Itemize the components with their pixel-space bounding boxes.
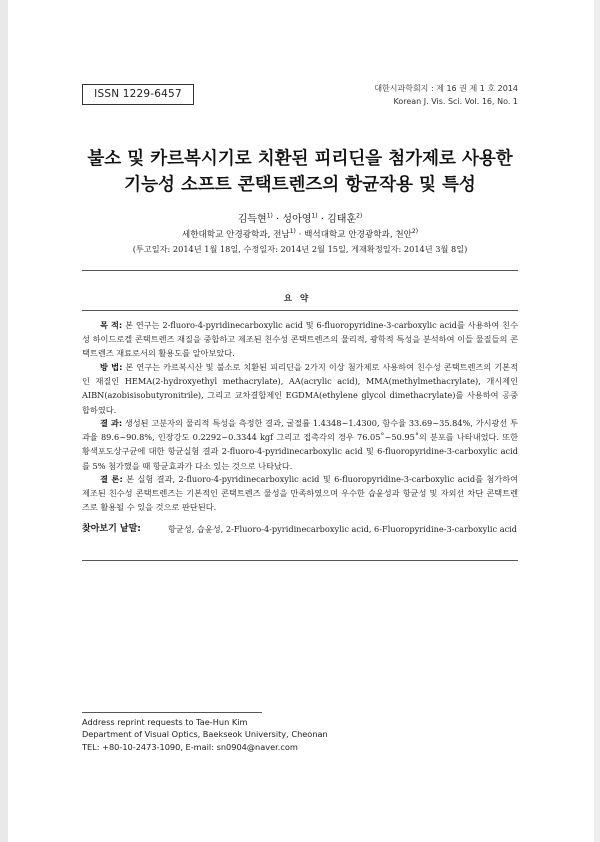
author-name: 김득현: [237, 214, 267, 225]
issn-box: ISSN 1229-6457: [82, 84, 194, 105]
method-text: 본 연구는 카르복시산 및 불소로 치환된 피리딘을 2가지 이상 첨가제로 사용하여 친수성 콘택트렌즈의 기본적인 재질인 HEMA(2-hydroxyethyl methacrylate), AA(acrylic acid), MMA(methylmethacrylate), 개시제인 AIBN(azobisisobutyronitrile), 그리고 교차결합제인 EGDMA(ethylene glycol dimethacrylate)를 사용하여 공중합하였다.: [82, 362, 518, 415]
abstract-result: [82, 416, 518, 473]
purpose-label: 목 적:: [100, 320, 123, 330]
author-mark: 1): [266, 212, 273, 220]
footnote-line-1: Address reprint requests to Tae-Hun Kim: [82, 717, 248, 727]
affiliation-part-2: · 백석대학교 안경광학과, 천안: [298, 230, 412, 240]
author-separator: ·: [276, 214, 280, 225]
conclusion-label: 결 론:: [100, 474, 123, 484]
keywords-value: 항균성, 습윤성, 2-Fluoro-4-pyridinecarboxylic acid, 6-Fluoropyridine-3-carboxylic acid: [168, 524, 518, 534]
footnote-line-2: Department of Visual Optics, Baekseok University, Cheonan: [82, 729, 328, 740]
journal-korean: 대한시과학회지 : 제 16 권 제 1 호 2014: [374, 84, 518, 93]
affiliation: [80, 228, 520, 240]
title-line-2: 기능성 소프트 콘택트렌즈의 항균작용 및 특성: [124, 175, 476, 195]
correspondence-footnote: [82, 716, 328, 753]
keywords-label: 찾아보기 낱말:: [82, 524, 141, 534]
author-list: [80, 210, 520, 225]
abstract-purpose: [82, 318, 518, 361]
purpose-text: 본 연구는 2-fluoro-4-pyridinecarboxylic acid 및 6-fluoropyridine-3-carboxylic acid를 사용하여 친수성 하이드로겔 콘택트렌즈 재질을 중합하고 제조된 친수성 콘택트렌즈의 물리적, 광학적 특성을 분석하여 이들 물질들의 콘택트렌즈 재료로서의 활용도를 알아보았다.: [82, 320, 519, 359]
footnote-line-3: TEL: +80-10-2473-1090, E-mail: sn0904@naver.com: [82, 741, 298, 752]
keywords: [82, 522, 518, 536]
journal-info: [374, 82, 518, 108]
page-left-margin: [0, 0, 8, 842]
result-label: 결 과:: [100, 418, 123, 428]
author-name: 성아영: [282, 214, 312, 225]
title-line-1: 불소 및 카르복시기로 치환된 피리딘을 첨가제로 사용한: [87, 149, 513, 169]
affiliation-part-1: 세한대학교 안경광학과, 전남: [181, 230, 290, 240]
author-name: 김태훈: [327, 214, 357, 225]
divider-end: [82, 560, 518, 561]
submission-dates: (투고일자: 2014년 1월 18일, 수정일자: 2014년 2월 15일, 게재확정일자: 2014년 3월 8일): [132, 244, 468, 254]
divider-top: [82, 270, 518, 271]
journal-english: Korean J. Vis. Sci. Vol. 16, No. 1: [393, 97, 518, 106]
author-mark: 2): [356, 212, 363, 220]
divider-abstract: [82, 310, 518, 311]
result-text: 생성된 고분자의 물리적 특성을 측정한 결과, 굴절률 1.4348~1.4300, 함수율 33.69~35.84%, 가시광선 투과율 89.6~90.8%, 인장강도 0.2292~0.3344 kgf 그리고 접촉각의 경우 76.05˚~50.95˚의 분포를 나타내었다. 또한 황색포도상구균에 대한 항균실험 결과 2-fluoro-4-pyridinecarboxylic acid 및 6-fluoropyridine-3-carboxylic acid를 5% 첨가했을 때 항균효과가 다소 있는 것으로 나타났다.: [82, 418, 518, 471]
method-label: 방 법:: [100, 362, 123, 372]
affiliation-mark-2: 2): [411, 228, 419, 236]
abstract-heading: 요약: [283, 294, 317, 304]
footnote-rule: [82, 712, 262, 713]
author-separator: ·: [320, 214, 324, 225]
author-mark: 1): [311, 212, 318, 220]
affiliation-mark-1: 1): [289, 228, 296, 236]
conclusion-text: 본 실험 결과, 2-fluoro-4-pyridinecarboxylic acid 및 6-fluoropyridine-3-carboxylic acid를 첨가하여 제조된 친수성 콘택트렌즈는 기본적인 콘택트렌즈 물성을 만족하였으며 우수한 습윤성과 항균성 및 자외선 차단 콘택트렌즈로 활용될 수 있을 것으로 판단된다.: [82, 474, 519, 513]
abstract-method: [82, 360, 518, 417]
page-right-margin: [594, 0, 600, 842]
abstract-conclusion: [82, 472, 518, 515]
